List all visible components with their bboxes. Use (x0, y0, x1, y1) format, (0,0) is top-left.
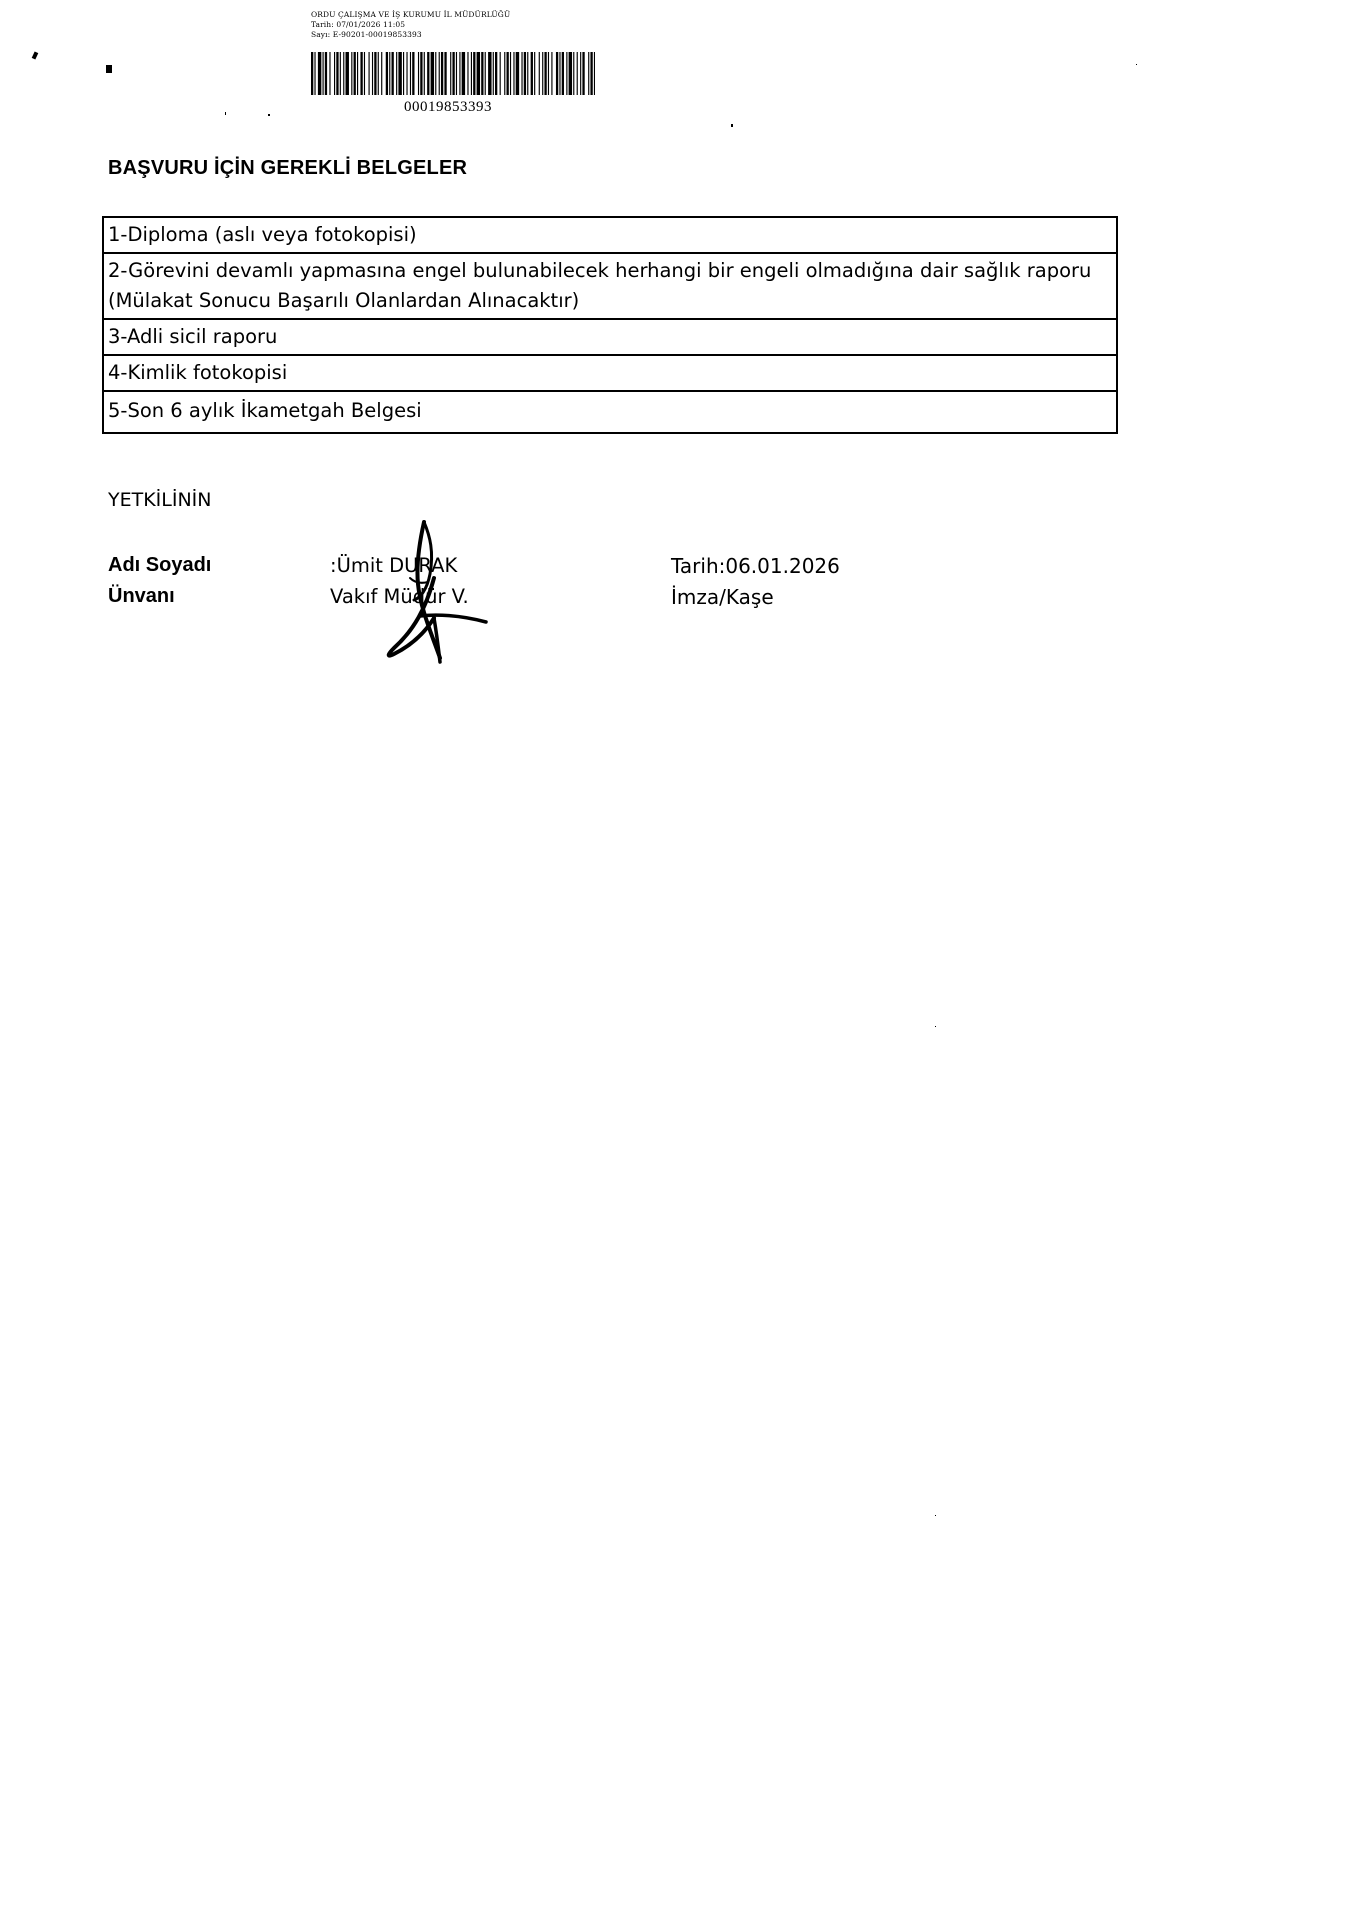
requirements-table (102, 216, 1118, 434)
requirement-cell: 2-Görevini devamlı yapmasına engel bulunabilecek herhangi bir engeli olmadığına dair sağlık raporu (Mülakat Sonucu Başarılı Olanlardan Alınacaktır) (103, 253, 1117, 319)
stamp-institution: ORDU ÇALIŞMA VE İŞ KURUMU İL MÜDÜRLÜĞÜ (311, 10, 511, 19)
scan-speck (106, 65, 112, 73)
stamp-date: Tarih: 07/01/2026 11:05 (311, 20, 406, 29)
signatory-heading: YETKİLİNİN (108, 489, 212, 511)
name-label: Adı Soyadı (108, 554, 212, 576)
requirement-cell: 4-Kimlik fotokopisi (103, 355, 1117, 391)
signature-date: Tarih:06.01.2026 (671, 554, 840, 578)
requirement-cell: 1-Diploma (aslı veya fotokopisi) (103, 217, 1117, 253)
barcode-number: 00019853393 (404, 99, 492, 115)
table-row (103, 319, 1117, 355)
table-row (103, 391, 1117, 433)
title-value: Vakıf Müdür V. (330, 585, 469, 608)
title-label: Ünvanı (108, 585, 175, 607)
table-row (103, 217, 1117, 253)
scan-speck (1136, 64, 1137, 65)
scan-speck (268, 114, 270, 116)
page-title: BAŞVURU İÇİN GEREKLİ BELGELER (108, 157, 468, 179)
name-value: :Ümit DURAK (330, 554, 458, 577)
table-row (103, 253, 1117, 319)
scan-speck (731, 124, 733, 127)
requirement-cell: 5-Son 6 aylık İkametgah Belgesi (103, 391, 1117, 433)
registry-stamp (311, 10, 611, 40)
handwritten-signature (380, 518, 492, 666)
sign-stamp-label: İmza/Kaşe (671, 585, 774, 609)
scan-speck (935, 1026, 936, 1027)
scan-speck (225, 112, 226, 115)
barcode-icon (311, 52, 595, 95)
stamp-reference: Sayı: E-90201-00019853393 (311, 30, 422, 39)
scan-speck (32, 51, 39, 59)
table-row (103, 355, 1117, 391)
requirement-cell: 3-Adli sicil raporu (103, 319, 1117, 355)
scan-speck (935, 1515, 936, 1516)
